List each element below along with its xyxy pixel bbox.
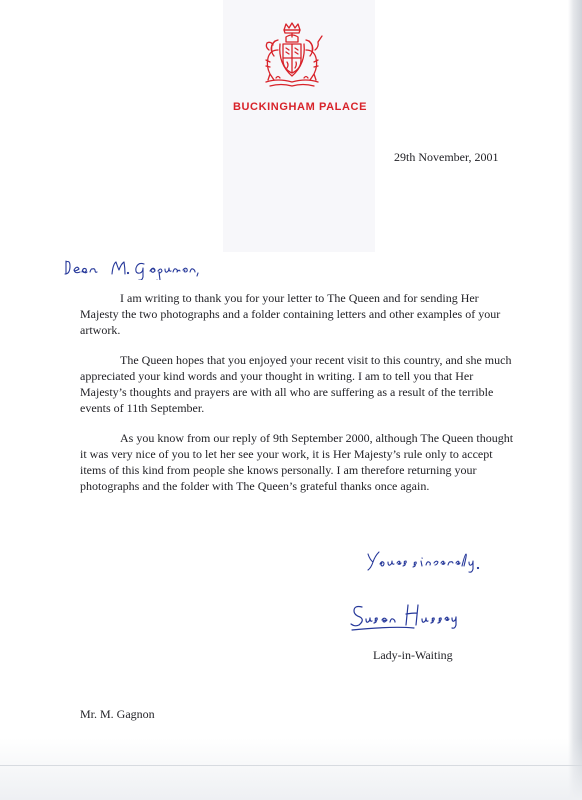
letterhead-title: BUCKINGHAM PALACE (232, 101, 368, 113)
letter-body (80, 290, 520, 508)
body-paragraph: I am writing to thank you for your letter to The Queen and for sending Her Majesty the two photographs and a folder containing letters and other examples of your artwork. (80, 291, 501, 337)
recipient-name: Mr. M. Gagnon (80, 707, 155, 721)
royal-coat-of-arms-icon (256, 20, 328, 92)
handwritten-salutation (62, 256, 262, 280)
page-edge-bottom (0, 738, 582, 800)
page-edge-right (568, 0, 582, 800)
body-paragraph: As you know from our reply of 9th September 2000, although The Queen thought it was very nice of you to let her see your work, it is Her Majesty’s rule only to accept items of this kind from people she knows personally. I am therefore returning your photographs and the folder with The Queen’s grateful thanks once again. (80, 431, 514, 493)
signature-image (348, 597, 488, 637)
signatory-title: Lady-in-Waiting (373, 648, 453, 662)
body-paragraph: The Queen hopes that you enjoyed your recent visit to this country, and she much appreciated your kind words and your thought in writing. I am to tell you that Her Majesty’s thoughts and prayers are with all who are suffering as a result of the terrible events of 11th September. (80, 353, 512, 415)
handwritten-closing (364, 548, 504, 584)
letter-date: 29th November, 2001 (394, 150, 499, 164)
page-fold-line (0, 765, 582, 766)
